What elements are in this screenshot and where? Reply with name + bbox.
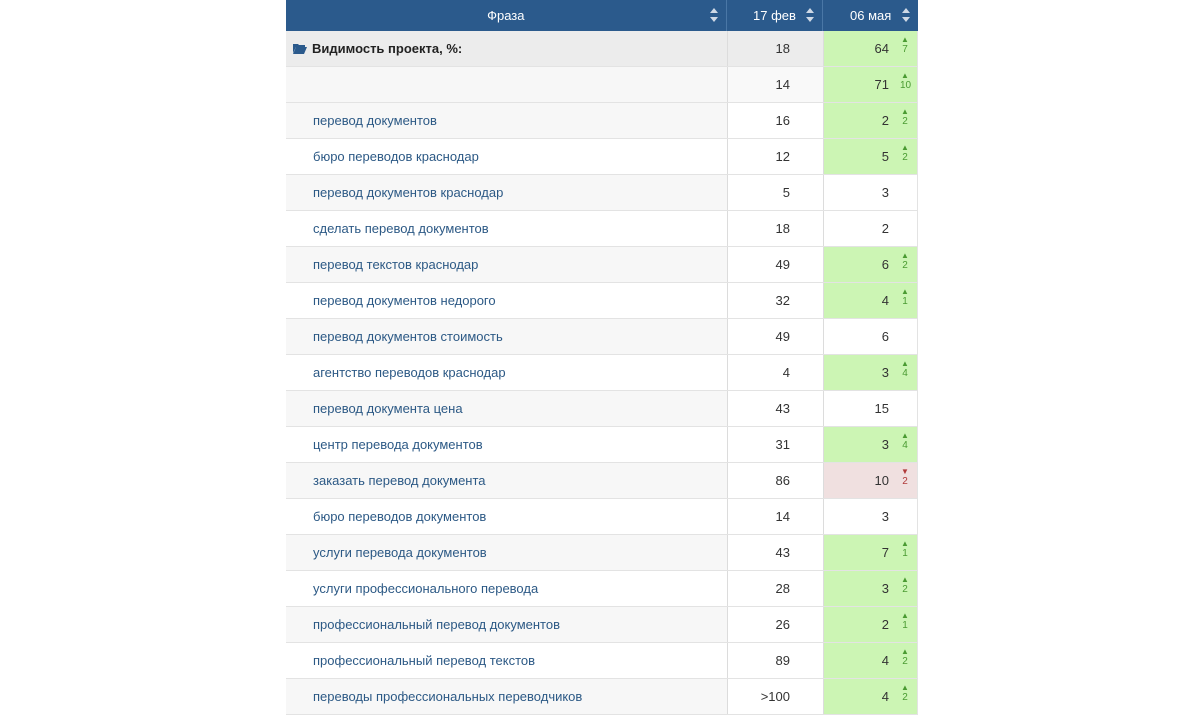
feb-position-cell — [727, 283, 823, 318]
table-row[interactable] — [286, 391, 918, 427]
phrase-cell — [286, 103, 727, 138]
may-position: 3 — [881, 509, 889, 524]
position-delta-value: 4 — [902, 440, 908, 451]
may-position-cell — [823, 139, 918, 174]
phrase-cell — [286, 247, 727, 282]
triangle-up-icon: ▲ — [901, 575, 909, 584]
header-phrase[interactable] — [286, 0, 726, 31]
feb-position: 4 — [782, 365, 790, 380]
triangle-up-icon: ▲ — [901, 143, 909, 152]
triangle-up-icon: ▲ — [901, 359, 909, 368]
feb-position-cell — [727, 643, 823, 678]
feb-position-cell — [727, 355, 823, 390]
may-position: 4 — [881, 689, 889, 704]
phrase-cell — [286, 679, 727, 714]
table-row[interactable] — [286, 319, 918, 355]
faded-feb — [727, 67, 823, 102]
feb-position-cell — [727, 211, 823, 246]
feb-position: 49 — [775, 329, 790, 344]
phrase-link[interactable]: перевод текстов краснодар — [313, 257, 479, 272]
feb-position: 16 — [775, 113, 790, 128]
phrase-link[interactable]: центр перевода документов — [313, 437, 483, 452]
position-delta-value: 2 — [902, 692, 908, 703]
may-position-cell — [823, 679, 918, 714]
position-delta-value: 2 — [902, 584, 908, 595]
phrase-cell — [286, 643, 727, 678]
faded-delta-value: 10 — [900, 80, 912, 91]
may-position-cell — [823, 283, 918, 318]
feb-position-cell — [727, 463, 823, 498]
position-delta — [900, 575, 910, 595]
faded-may — [823, 67, 918, 102]
feb-position-cell — [727, 499, 823, 534]
feb-position: 43 — [775, 545, 790, 560]
may-position: 6 — [881, 257, 889, 272]
phrase-link[interactable]: бюро переводов документов — [313, 509, 487, 524]
triangle-up-icon: ▲ — [901, 287, 909, 296]
faded-row[interactable] — [286, 67, 918, 103]
triangle-up-icon: ▲ — [901, 71, 909, 80]
may-position: 3 — [881, 365, 889, 380]
summary-may-value: 64 — [874, 41, 889, 56]
position-delta-value: 1 — [902, 296, 908, 307]
position-delta-value: 1 — [902, 548, 908, 559]
position-delta-value: 2 — [902, 152, 908, 163]
feb-position-cell — [727, 679, 823, 714]
phrase-link[interactable]: перевод документов стоимость — [313, 329, 503, 344]
feb-position-cell — [727, 391, 823, 426]
summary-label-cell — [286, 31, 727, 66]
may-position-cell — [823, 571, 918, 606]
table-row[interactable] — [286, 499, 918, 535]
may-position-cell — [823, 319, 918, 354]
table-row[interactable] — [286, 103, 918, 139]
table-row[interactable] — [286, 139, 918, 175]
feb-position: 12 — [775, 149, 790, 164]
table-row[interactable] — [286, 535, 918, 571]
table-row[interactable] — [286, 463, 918, 499]
may-position: 3 — [881, 185, 889, 200]
table-row[interactable] — [286, 211, 918, 247]
phrase-cell — [286, 319, 727, 354]
feb-position: >100 — [760, 689, 790, 704]
summary-feb-value: 18 — [775, 41, 790, 56]
feb-position: 32 — [775, 293, 790, 308]
header-feb[interactable] — [726, 0, 823, 31]
feb-position: 31 — [775, 437, 790, 452]
position-delta — [900, 287, 910, 307]
triangle-up-icon: ▲ — [901, 251, 909, 260]
phrase-link[interactable]: перевод документов недорого — [313, 293, 496, 308]
feb-position-cell — [727, 175, 823, 210]
may-position-cell — [823, 535, 918, 570]
position-delta-value: 2 — [902, 476, 908, 487]
may-position: 3 — [881, 581, 889, 596]
position-delta — [900, 683, 910, 703]
position-delta — [900, 539, 910, 559]
triangle-up-icon: ▲ — [901, 611, 909, 620]
may-position-cell — [823, 391, 918, 426]
phrase-cell — [286, 571, 727, 606]
feb-position-cell — [727, 139, 823, 174]
summary-delta — [900, 35, 910, 55]
phrase-link[interactable]: профессиональный перевод текстов — [313, 653, 536, 668]
sort-icon[interactable] — [806, 8, 814, 22]
table-row[interactable] — [286, 679, 918, 715]
folder-open-icon — [293, 43, 307, 54]
summary-row[interactable] — [286, 31, 918, 67]
feb-position: 86 — [775, 473, 790, 488]
feb-position: 18 — [775, 221, 790, 236]
phrase-cell — [286, 139, 727, 174]
may-position: 2 — [881, 221, 889, 236]
triangle-up-icon: ▲ — [901, 431, 909, 440]
summary-label: Видимость проекта, %: — [312, 41, 463, 56]
may-position: 3 — [881, 437, 889, 452]
may-position-cell — [823, 211, 918, 246]
keyword-rows — [286, 103, 918, 715]
sort-icon[interactable] — [710, 8, 718, 22]
position-delta — [900, 107, 910, 127]
header-phrase-label: Фраза — [487, 8, 525, 23]
summary-feb — [727, 31, 823, 66]
phrase-cell — [286, 355, 727, 390]
summary-may — [823, 31, 918, 66]
position-delta-value: 1 — [902, 620, 908, 631]
may-position-cell — [823, 175, 918, 210]
phrase-cell — [286, 211, 727, 246]
may-position: 4 — [881, 293, 889, 308]
phrase-link[interactable]: услуги профессионального перевода — [313, 581, 539, 596]
table-row[interactable] — [286, 643, 918, 679]
header-feb-label: 17 фев — [753, 8, 796, 23]
table-row[interactable] — [286, 283, 918, 319]
table-row[interactable] — [286, 247, 918, 283]
position-delta-value: 2 — [902, 260, 908, 271]
table-row[interactable] — [286, 355, 918, 391]
position-delta — [900, 467, 910, 487]
faded-label-cell — [286, 67, 727, 102]
may-position: 15 — [874, 401, 889, 416]
may-position-cell — [823, 499, 918, 534]
table-row[interactable] — [286, 427, 918, 463]
position-delta — [900, 647, 910, 667]
position-delta — [900, 611, 910, 631]
phrase-link[interactable]: агентство переводов краснодар — [313, 365, 506, 380]
phrase-link[interactable]: заказать перевод документа — [313, 473, 486, 488]
positions-table — [286, 0, 918, 715]
position-delta — [900, 143, 910, 163]
may-position: 2 — [881, 113, 889, 128]
may-position-cell — [823, 427, 918, 462]
header-may[interactable] — [822, 0, 918, 31]
feb-position: 28 — [775, 581, 790, 596]
triangle-up-icon: ▲ — [901, 647, 909, 656]
feb-position: 14 — [775, 509, 790, 524]
table-row[interactable] — [286, 175, 918, 211]
triangle-up-icon: ▲ — [901, 539, 909, 548]
triangle-up-icon: ▲ — [901, 683, 909, 692]
phrase-cell — [286, 499, 727, 534]
feb-position-cell — [727, 535, 823, 570]
may-position-cell — [823, 247, 918, 282]
may-position: 2 — [881, 617, 889, 632]
position-delta-value: 2 — [902, 116, 908, 127]
header-may-label: 06 мая — [850, 8, 892, 23]
phrase-cell — [286, 535, 727, 570]
may-position: 6 — [881, 329, 889, 344]
triangle-up-icon: ▲ — [901, 107, 909, 116]
may-position-cell — [823, 643, 918, 678]
position-delta — [900, 431, 910, 451]
feb-position-cell — [727, 103, 823, 138]
may-position-cell — [823, 103, 918, 138]
phrase-cell — [286, 607, 727, 642]
phrase-link[interactable]: профессиональный перевод документов — [313, 617, 561, 632]
faded-delta — [900, 71, 910, 91]
feb-position: 43 — [775, 401, 790, 416]
position-delta-value: 4 — [902, 368, 908, 379]
table-row[interactable] — [286, 607, 918, 643]
may-position-cell — [823, 607, 918, 642]
triangle-up-icon: ▲ — [901, 35, 909, 44]
may-position: 10 — [874, 473, 889, 488]
may-position: 7 — [881, 545, 889, 560]
may-position-cell — [823, 355, 918, 390]
feb-position-cell — [727, 427, 823, 462]
feb-position: 49 — [775, 257, 790, 272]
faded-feb-value: 14 — [775, 77, 790, 92]
position-delta — [900, 359, 910, 379]
phrase-link[interactable]: бюро переводов краснодар — [313, 149, 479, 164]
table-header — [286, 0, 918, 31]
feb-position: 5 — [782, 185, 790, 200]
phrase-link[interactable]: перевод документов — [313, 113, 437, 128]
phrase-cell — [286, 175, 727, 210]
may-position-cell — [823, 463, 918, 498]
phrase-link[interactable]: перевод документа цена — [313, 401, 463, 416]
feb-position: 89 — [775, 653, 790, 668]
table-row[interactable] — [286, 571, 918, 607]
phrase-link[interactable]: сделать перевод документов — [313, 221, 489, 236]
feb-position-cell — [727, 571, 823, 606]
summary-delta-value: 7 — [902, 44, 908, 55]
position-delta-value: 2 — [902, 656, 908, 667]
triangle-down-icon: ▼ — [901, 467, 909, 476]
phrase-cell — [286, 463, 727, 498]
phrase-cell — [286, 391, 727, 426]
sort-icon[interactable] — [902, 8, 910, 22]
may-position: 4 — [881, 653, 889, 668]
feb-position-cell — [727, 247, 823, 282]
phrase-link[interactable]: переводы профессиональных переводчиков — [313, 689, 583, 704]
feb-position-cell — [727, 319, 823, 354]
faded-may-value: 71 — [874, 77, 889, 92]
may-position: 5 — [881, 149, 889, 164]
feb-position: 26 — [775, 617, 790, 632]
feb-position-cell — [727, 607, 823, 642]
phrase-cell — [286, 427, 727, 462]
phrase-cell — [286, 283, 727, 318]
phrase-link[interactable]: перевод документов краснодар — [313, 185, 504, 200]
position-delta — [900, 251, 910, 271]
phrase-link[interactable]: услуги перевода документов — [313, 545, 487, 560]
